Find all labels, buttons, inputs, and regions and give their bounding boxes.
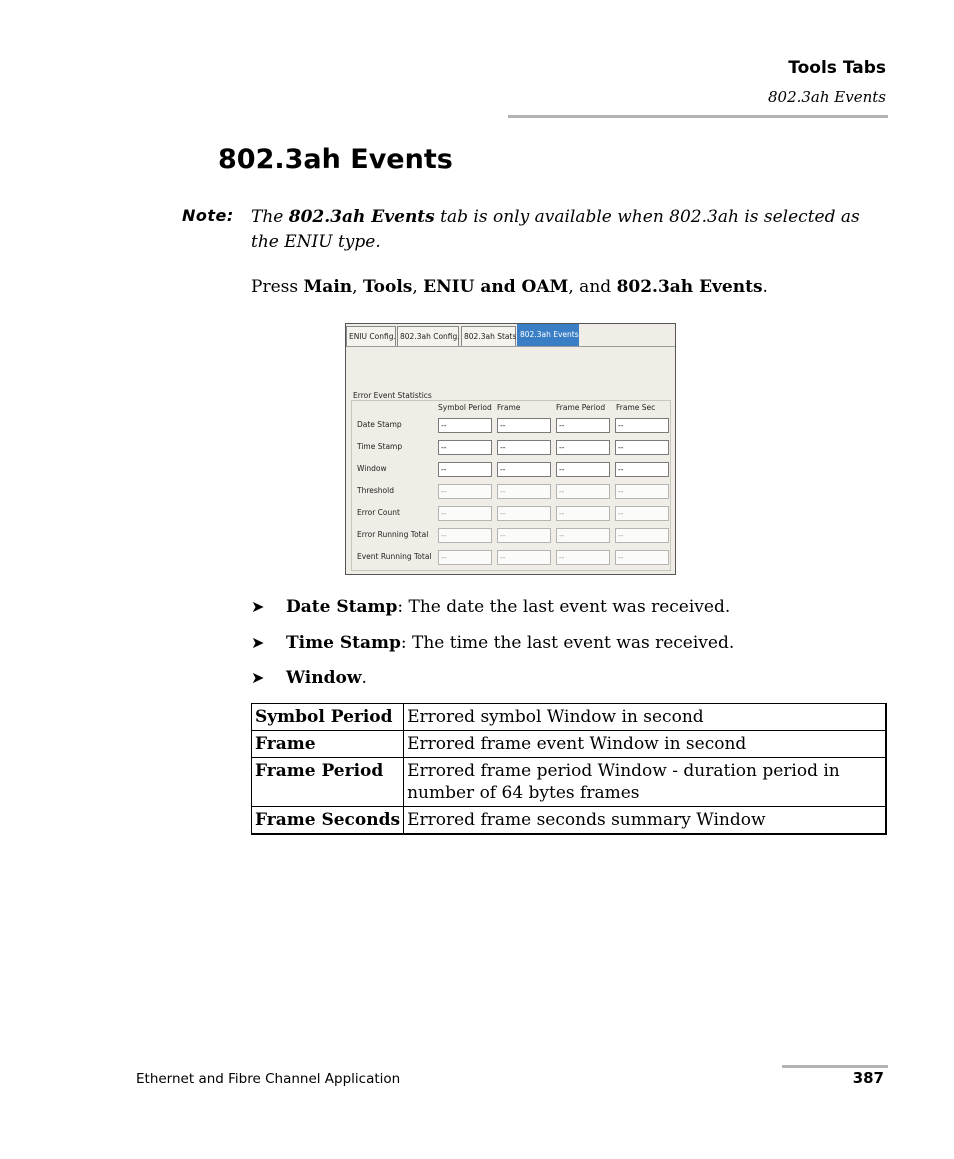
stat-field: --	[615, 506, 669, 521]
stat-field: --	[438, 484, 492, 499]
bullet-text: .	[361, 668, 367, 688]
bullet-term: Date Stamp	[286, 597, 398, 617]
header-rule	[508, 115, 888, 118]
page-number: 387	[852, 1069, 884, 1087]
row-label: Event Running Total	[357, 552, 432, 561]
bullet-term: Time Stamp	[286, 633, 401, 653]
arrow-bullet-icon: ➤	[251, 633, 265, 652]
table-term: Frame	[252, 731, 404, 758]
window-definitions-table	[251, 703, 887, 835]
table-row	[252, 807, 887, 835]
stat-field: --	[556, 506, 610, 521]
column-header-frame: Frame	[497, 403, 521, 412]
press-item-tools: Tools	[362, 277, 413, 297]
stat-field: --	[438, 440, 492, 455]
running-header-subtitle: 802.3ah Events	[767, 88, 886, 106]
stat-field: --	[615, 440, 669, 455]
bullet-window	[251, 668, 367, 688]
press-item-eniu-oam: ENIU and OAM	[423, 277, 569, 297]
stat-field: --	[615, 528, 669, 543]
stat-field: --	[615, 418, 669, 433]
stat-field: --	[497, 506, 551, 521]
stat-field: --	[556, 528, 610, 543]
press-intro: Press	[251, 277, 304, 297]
stat-field: --	[615, 462, 669, 477]
stat-field: --	[438, 462, 492, 477]
stat-field: --	[497, 462, 551, 477]
stat-field: --	[615, 484, 669, 499]
press-instruction	[251, 277, 768, 297]
stat-field: --	[556, 550, 610, 565]
bullet-time-stamp	[251, 633, 734, 653]
table-term: Frame Period	[252, 758, 404, 807]
press-sep: ,	[412, 277, 424, 297]
row-label: Error Running Total	[357, 530, 429, 539]
note-suffix: tab is only available when 802.3ah is selected as the ENIU type.	[251, 207, 860, 252]
row-label: Threshold	[357, 486, 394, 495]
table-row	[252, 704, 887, 731]
running-header-title: Tools Tabs	[788, 58, 886, 78]
page-title: 802.3ah Events	[218, 144, 453, 175]
press-sep: , and	[568, 277, 617, 297]
row-label: Date Stamp	[357, 420, 402, 429]
row-label: Window	[357, 464, 387, 473]
stat-field: --	[556, 440, 610, 455]
tab-row-divider	[346, 346, 675, 347]
table-term: Frame Seconds	[252, 807, 404, 835]
stat-field: --	[497, 528, 551, 543]
arrow-bullet-icon: ➤	[251, 668, 265, 687]
press-sep: ,	[352, 277, 363, 297]
note-bold-term: 802.3ah Events	[288, 207, 435, 227]
table-row	[252, 758, 887, 807]
bullet-date-stamp	[251, 597, 730, 617]
stat-field: --	[615, 550, 669, 565]
table-desc: Errored frame period Window - duration period in number of 64 bytes frames	[404, 758, 886, 807]
row-label: Error Count	[357, 508, 400, 517]
bullet-text: : The date the last event was received.	[397, 597, 731, 617]
table-term: Symbol Period	[252, 704, 404, 731]
bullet-term: Window	[286, 668, 362, 688]
stat-field: --	[438, 418, 492, 433]
stat-field: --	[497, 418, 551, 433]
stat-field: --	[497, 550, 551, 565]
tab-802-3ah-events[interactable]: 802.3ah Events	[517, 324, 579, 347]
press-item-events: 802.3ah Events	[616, 277, 763, 297]
stat-field: --	[556, 418, 610, 433]
tab-eniu-config[interactable]: ENIU Config.	[346, 326, 396, 346]
table-desc: Errored frame event Window in second	[404, 731, 886, 758]
press-item-main: Main	[303, 277, 353, 297]
note-label: Note:	[182, 206, 234, 225]
note-text	[251, 205, 891, 255]
tab-802-3ah-stats[interactable]: 802.3ah Stats	[461, 326, 516, 346]
group-title: Error Event Statistics	[353, 391, 432, 400]
bullet-text: : The time the last event was received.	[400, 633, 735, 653]
stat-field: --	[438, 506, 492, 521]
stat-field: --	[438, 550, 492, 565]
footer-rule	[782, 1065, 888, 1068]
column-header-frame-sec: Frame Sec	[616, 403, 656, 412]
column-header-symbol-period: Symbol Period	[438, 403, 492, 412]
stat-field: --	[556, 484, 610, 499]
tab-802-3ah-config[interactable]: 802.3ah Config.	[397, 326, 459, 346]
footer-book-title: Ethernet and Fibre Channel Application	[136, 1071, 401, 1087]
row-label: Time Stamp	[357, 442, 403, 451]
arrow-bullet-icon: ➤	[251, 597, 265, 616]
stat-field: --	[497, 440, 551, 455]
events-screenshot	[345, 323, 676, 575]
stat-field: --	[556, 462, 610, 477]
table-desc: Errored symbol Window in second	[404, 704, 886, 731]
stat-field: --	[497, 484, 551, 499]
column-header-frame-period: Frame Period	[556, 403, 606, 412]
table-row	[252, 731, 887, 758]
table-desc: Errored frame seconds summary Window	[404, 807, 886, 835]
stat-field: --	[438, 528, 492, 543]
press-end: .	[762, 277, 768, 297]
note-prefix: The	[251, 207, 289, 227]
